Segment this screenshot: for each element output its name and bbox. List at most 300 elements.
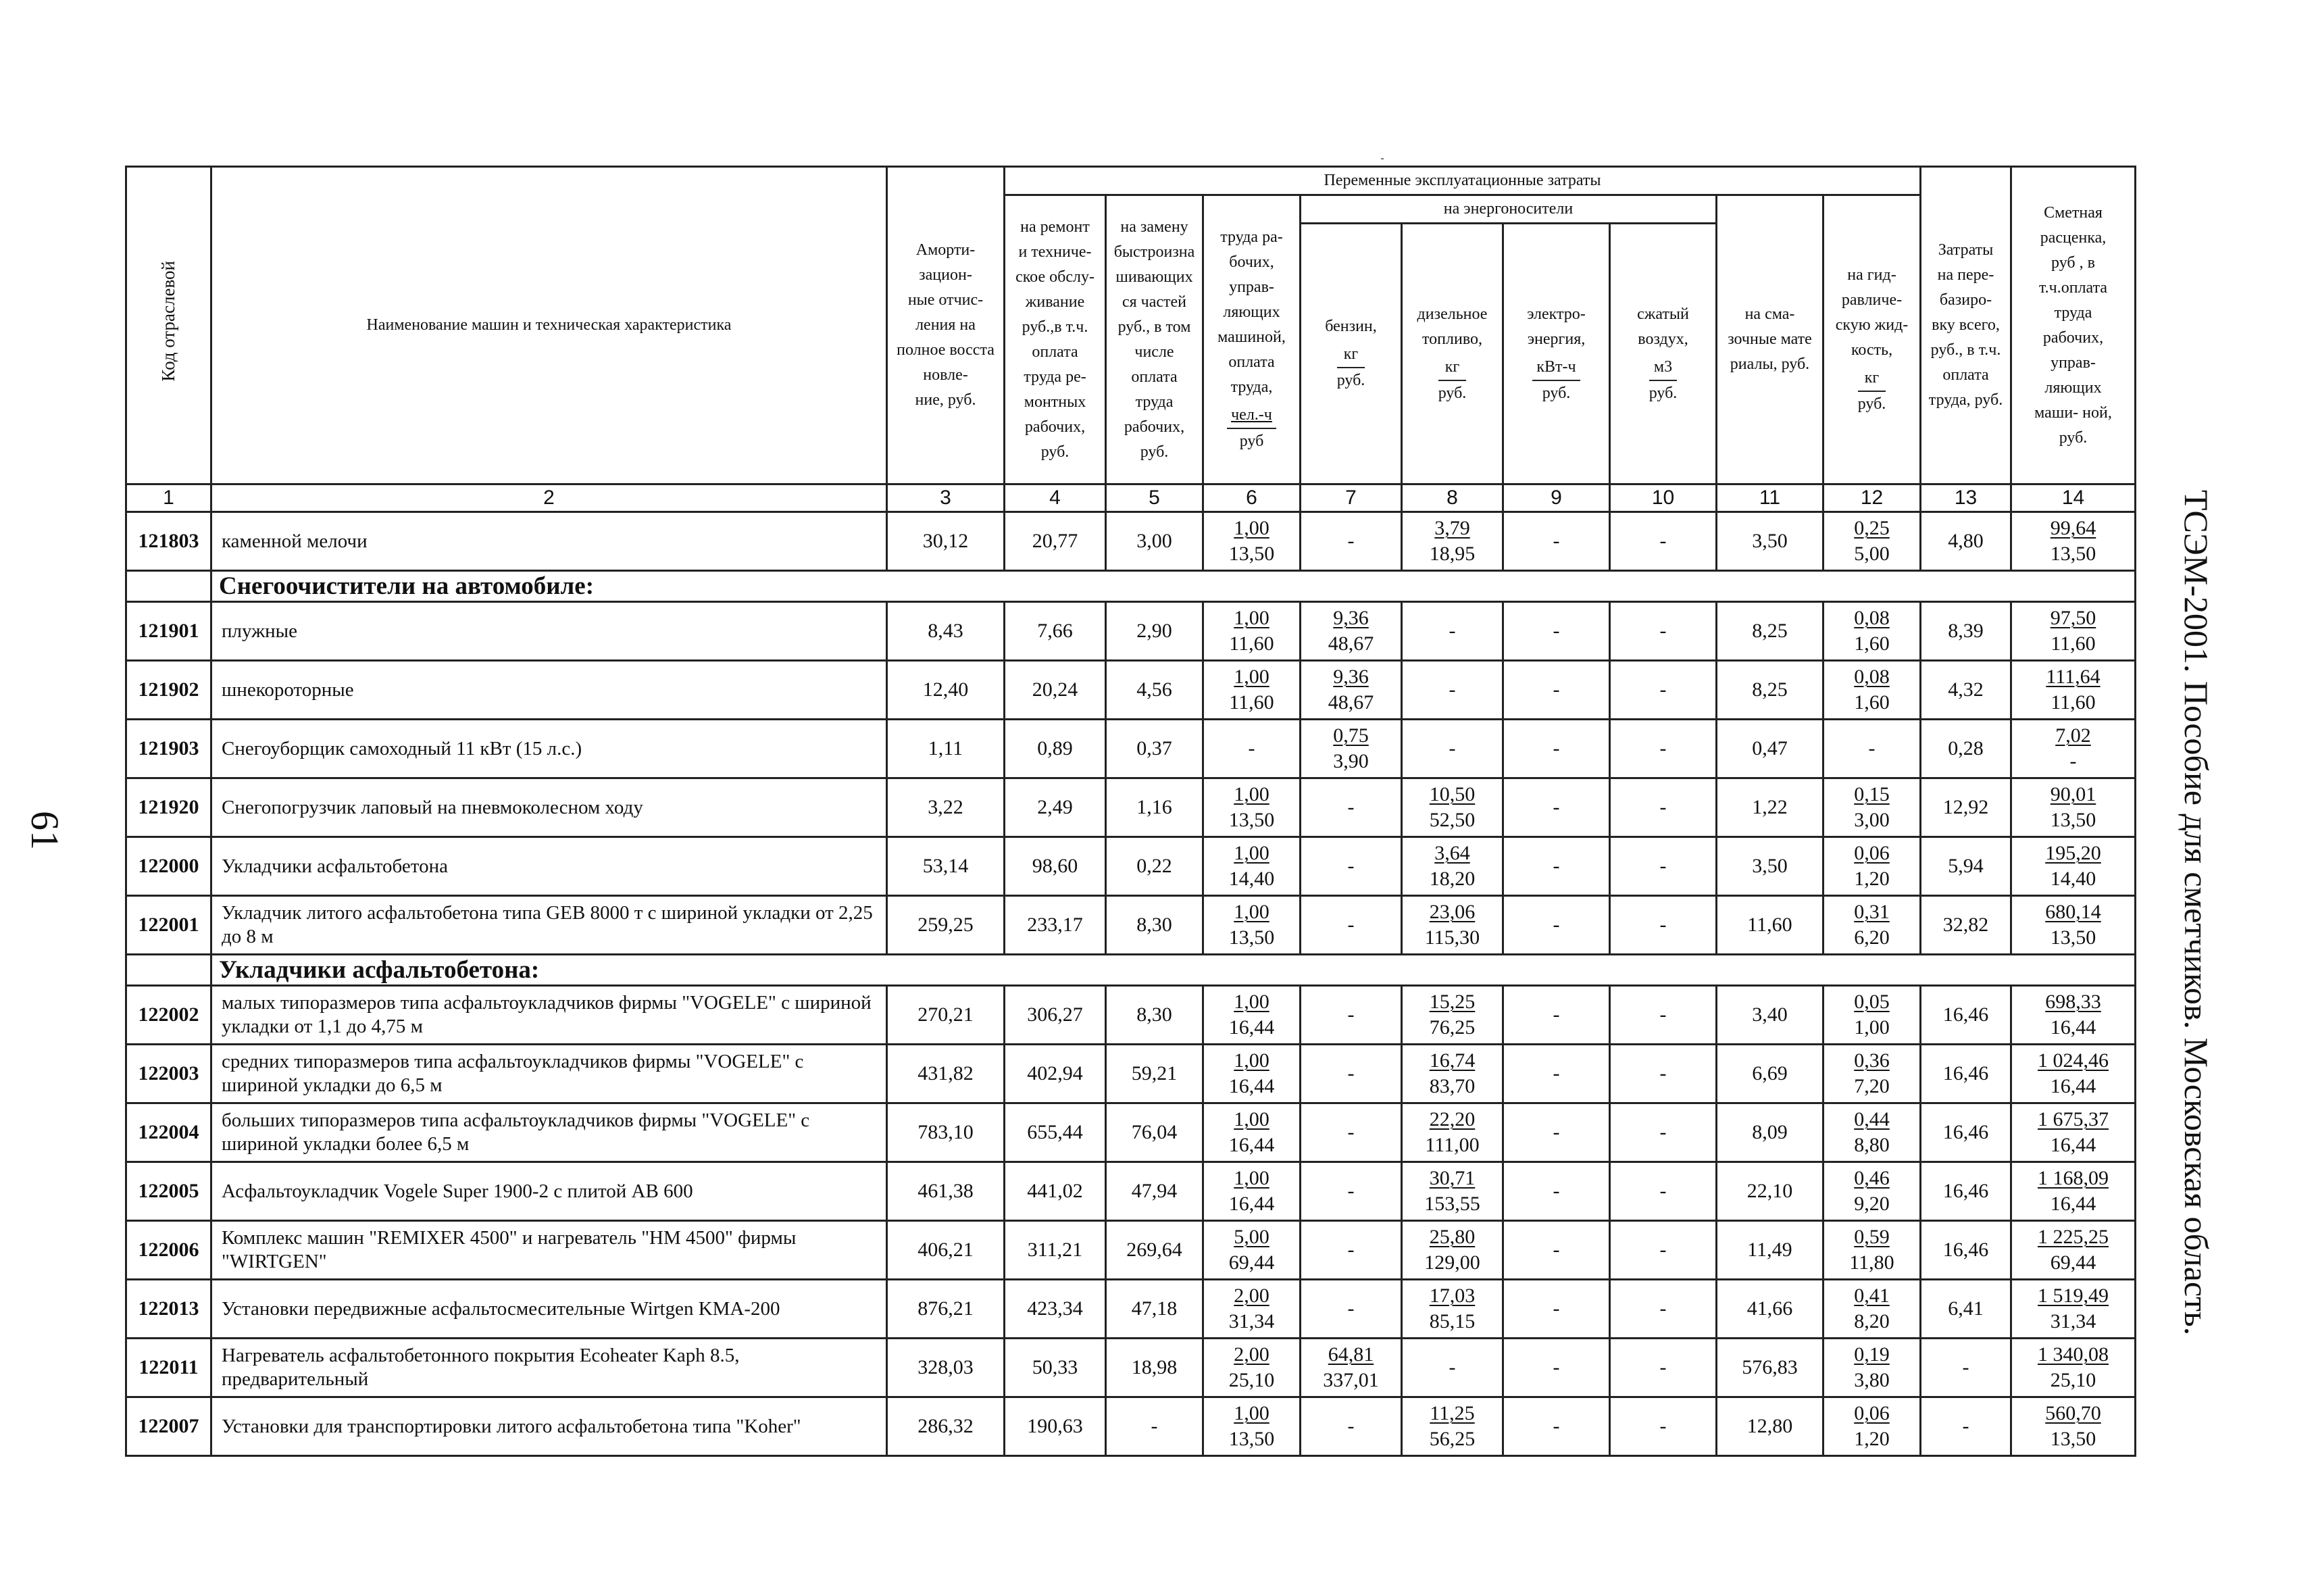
hydro-value: $\frac{0,59}{11,80}$ (1823, 1221, 1921, 1280)
machine-code: 122013 (126, 1280, 211, 1339)
relocation-value: 8,39 (1921, 602, 2011, 661)
table-row (126, 602, 2136, 661)
table-row (126, 720, 2136, 778)
table-row (126, 837, 2136, 896)
electro-value: - (1503, 1339, 1610, 1397)
rate-value: $\frac{1 519,49}{31,34}$ (2011, 1280, 2136, 1339)
labor-value: $\frac{1,00}{16,44}$ (1203, 986, 1301, 1045)
header-line: зацион- (919, 266, 972, 284)
machine-code: 122000 (126, 837, 211, 896)
header-line: Аморти- (915, 241, 976, 259)
rate-value: $\frac{560,70}{13,50}$ (2011, 1397, 2136, 1456)
header-line: рабочих, (1024, 418, 1086, 436)
labor-value: $\frac{5,00}{69,44}$ (1203, 1221, 1301, 1280)
petrol-value: $\frac{9,36}{48,67}$ (1301, 661, 1402, 720)
header-line: рабочих, (1124, 418, 1185, 436)
repair-value: 2,49 (1005, 778, 1106, 837)
machine-name: больших типоразмеров типа асфальтоукладчиков фирмы "VOGELE" с шириной укладки более 6,5 м (211, 1103, 887, 1162)
petrol-value: - (1301, 1221, 1402, 1280)
diesel-value: $\frac{16,74}{83,70}$ (1402, 1045, 1503, 1103)
repair-value: 20,24 (1005, 661, 1106, 720)
header-line: труда, руб. (1928, 391, 2003, 409)
scan-mark (1381, 158, 1384, 159)
hydro-value: $\frac{0,08}{1,60}$ (1823, 661, 1921, 720)
electro-value: - (1503, 1397, 1610, 1456)
machine-name: Комплекс машин "REMIXER 4500" и нагреватель "HM 4500" фирмы "WIRTGEN" (211, 1221, 887, 1280)
petrol-value: - (1301, 512, 1402, 571)
rate-value: $\frac{97,50}{11,60}$ (2011, 602, 2136, 661)
column-number: 2 (211, 484, 887, 512)
header-line: скую жид- (1835, 316, 1909, 334)
machine-code: 122004 (126, 1103, 211, 1162)
section-spacer (126, 955, 211, 986)
amortization-value: 286,32 (887, 1397, 1005, 1456)
header-line: руб.,в т.ч. (1022, 318, 1088, 336)
air-value: - (1610, 661, 1717, 720)
header-line: ское обслу- (1015, 268, 1095, 286)
diesel-value: - (1402, 720, 1503, 778)
hydro-value: $\frac{0,19}{3,80}$ (1823, 1339, 1921, 1397)
hydro-value: $\frac{0,46}{9,20}$ (1823, 1162, 1921, 1221)
machine-name: Снегопогрузчик лаповый на пневмоколесном ходу (211, 778, 887, 837)
petrol-value: - (1301, 896, 1402, 955)
header-relocation (1921, 167, 2011, 484)
replace-value: 18,98 (1106, 1339, 1203, 1397)
petrol-value: - (1301, 837, 1402, 896)
header-line: руб , в (2051, 253, 2095, 272)
header-lube (1717, 195, 1823, 484)
relocation-value: 6,41 (1921, 1280, 2011, 1339)
header-line: дизельное (1417, 305, 1488, 323)
replace-value: 8,30 (1106, 986, 1203, 1045)
air-value: - (1610, 1221, 1717, 1280)
repair-value: 98,60 (1005, 837, 1106, 896)
rate-value: $\frac{7,02}{-}$ (2011, 720, 2136, 778)
header-line: рабочих, (2042, 328, 2104, 347)
diesel-value: $\frac{15,25}{76,25}$ (1402, 986, 1503, 1045)
machine-name: шнекороторные (211, 661, 887, 720)
replace-value: 0,22 (1106, 837, 1203, 896)
rate-value: $\frac{99,64}{13,50}$ (2011, 512, 2136, 571)
table-row (126, 1397, 2136, 1456)
electro-value: - (1503, 1280, 1610, 1339)
header-line: руб., в том (1117, 318, 1191, 336)
header-line: ние, руб. (915, 391, 976, 409)
petrol-value: - (1301, 986, 1402, 1045)
labor-value: $\frac{1,00}{16,44}$ (1203, 1103, 1301, 1162)
petrol-value: $\frac{9,36}{48,67}$ (1301, 602, 1402, 661)
header-line: воздух, (1638, 330, 1688, 348)
hydro-value: $\frac{0,05}{1,00}$ (1823, 986, 1921, 1045)
header-petrol: бензин, кг руб. (1301, 224, 1402, 484)
machine-name: Укладчик литого асфальтобетона типа GEB 8000 т с шириной укладки от 2,25 до 8 м (211, 896, 887, 955)
labor-value: $\frac{1,00}{13,50}$ (1203, 1397, 1301, 1456)
electro-value: - (1503, 778, 1610, 837)
relocation-value: - (1921, 1339, 2011, 1397)
repair-value: 7,66 (1005, 602, 1106, 661)
labor-value: $\frac{2,00}{31,34}$ (1203, 1280, 1301, 1339)
hydro-value: $\frac{0,06}{1,20}$ (1823, 837, 1921, 896)
lube-value: 576,83 (1717, 1339, 1823, 1397)
replace-value: 269,64 (1106, 1221, 1203, 1280)
electro-value: - (1503, 512, 1610, 571)
header-line: расценка, (2040, 228, 2107, 247)
column-number: 10 (1610, 484, 1717, 512)
air-value: - (1610, 1280, 1717, 1339)
column-number: 12 (1823, 484, 1921, 512)
rate-value: $\frac{1 168,09}{16,44}$ (2011, 1162, 2136, 1221)
table-row (126, 512, 2136, 571)
machine-name: плужные (211, 602, 887, 661)
table-row (126, 896, 2136, 955)
header-line: риалы, руб. (1730, 355, 1810, 373)
amortization-value: 53,14 (887, 837, 1005, 896)
header-line: Сметная (2044, 203, 2103, 222)
relocation-value: 16,46 (1921, 986, 2011, 1045)
diesel-value: - (1402, 1339, 1503, 1397)
hydro-value: $\frac{0,08}{1,60}$ (1823, 602, 1921, 661)
header-line: руб., в т.ч. (1930, 341, 2001, 359)
header-line: ся частей (1122, 293, 1187, 311)
rate-value: $\frac{111,64}{11,60}$ (2011, 661, 2136, 720)
machine-code: 121803 (126, 512, 211, 571)
header-line: руб. (1040, 443, 1070, 461)
header-line: вку всего, (1932, 316, 2000, 334)
repair-value: 423,34 (1005, 1280, 1106, 1339)
lube-value: 22,10 (1717, 1162, 1823, 1221)
replace-value: 76,04 (1106, 1103, 1203, 1162)
labor-value: $\frac{1,00}{11,60}$ (1203, 602, 1301, 661)
header-variable-costs: Переменные эксплуатационные затраты (1005, 167, 1921, 195)
diesel-value: $\frac{23,06}{115,30}$ (1402, 896, 1503, 955)
replace-value: 2,90 (1106, 602, 1203, 661)
header-line: труда ре- (1024, 368, 1086, 386)
amortization-value: 259,25 (887, 896, 1005, 955)
replace-value: 0,37 (1106, 720, 1203, 778)
air-value: - (1610, 986, 1717, 1045)
hydro-value: $\frac{0,06}{1,20}$ (1823, 1397, 1921, 1456)
air-value: - (1610, 896, 1717, 955)
section-title: Снегоочистители на автомобиле: (211, 571, 2136, 602)
amortization-value: 876,21 (887, 1280, 1005, 1339)
hydro-value: $\frac{0,15}{3,00}$ (1823, 778, 1921, 837)
header-line: оплата (1228, 353, 1275, 371)
electro-value: - (1503, 720, 1610, 778)
header-line: зочные мате (1728, 330, 1812, 348)
header-line: машиной, (1217, 328, 1286, 346)
diesel-value: $\frac{3,79}{18,95}$ (1402, 512, 1503, 571)
air-value: - (1610, 512, 1717, 571)
hydro-value: $\frac{0,44}{8,80}$ (1823, 1103, 1921, 1162)
diesel-value: $\frac{11,25}{56,25}$ (1402, 1397, 1503, 1456)
header-line: труда ра- (1220, 228, 1283, 246)
hydro-value: $\frac{0,41}{8,20}$ (1823, 1280, 1921, 1339)
repair-value: 0,89 (1005, 720, 1106, 778)
machine-code: 122007 (126, 1397, 211, 1456)
labor-value: $\frac{1,00}{14,40}$ (1203, 837, 1301, 896)
lube-value: 3,50 (1717, 512, 1823, 571)
header-line: труда (2054, 303, 2092, 322)
header-line: ления на (915, 316, 976, 334)
header-repair (1005, 195, 1106, 484)
header-line: полное восста (897, 341, 995, 359)
column-number: 7 (1301, 484, 1402, 512)
lube-value: 41,66 (1717, 1280, 1823, 1339)
table-row (126, 1339, 2136, 1397)
relocation-value: 32,82 (1921, 896, 2011, 955)
section-title: Укладчики асфальтобетона: (211, 955, 2136, 986)
petrol-value: - (1301, 1162, 1402, 1221)
air-value: - (1610, 720, 1717, 778)
diesel-value: - (1402, 602, 1503, 661)
header-hydro: на гид- равличе- скую жид- кость, кг руб. (1823, 195, 1921, 484)
labor-value: $\frac{1,00}{16,44}$ (1203, 1162, 1301, 1221)
replace-value: 8,30 (1106, 896, 1203, 955)
section-spacer (126, 571, 211, 602)
column-number: 8 (1402, 484, 1503, 512)
replace-value: 59,21 (1106, 1045, 1203, 1103)
amortization-value: 406,21 (887, 1221, 1005, 1280)
relocation-value: 5,94 (1921, 837, 2011, 896)
amortization-value: 8,43 (887, 602, 1005, 661)
petrol-value: - (1301, 1045, 1402, 1103)
machine-name: средних типоразмеров типа асфальтоукладчиков фирмы "VOGELE" с шириной укладки до 6,5 м (211, 1045, 887, 1103)
header-electro: электро- энергия, кВт-ч руб. (1503, 224, 1610, 484)
machine-code: 122005 (126, 1162, 211, 1221)
header-line: т.ч.оплата (2038, 278, 2108, 297)
relocation-value: 12,92 (1921, 778, 2011, 837)
header-line: топливо, (1422, 330, 1482, 348)
hydro-value: $\frac{0,25}{5,00}$ (1823, 512, 1921, 571)
amortization-value: 431,82 (887, 1045, 1005, 1103)
machine-name: Укладчики асфальтобетона (211, 837, 887, 896)
machine-code: 121902 (126, 661, 211, 720)
machine-name: Установки передвижные асфальтосмесительные Wirtgen KMA-200 (211, 1280, 887, 1339)
header-diesel: дизельное топливо, кг руб. (1402, 224, 1503, 484)
machine-code: 121903 (126, 720, 211, 778)
repair-value: 233,17 (1005, 896, 1106, 955)
relocation-value: 0,28 (1921, 720, 2011, 778)
column-number: 1 (126, 484, 211, 512)
diesel-value: $\frac{10,50}{52,50}$ (1402, 778, 1503, 837)
air-value: - (1610, 1103, 1717, 1162)
petrol-value: $\frac{0,75}{3,90}$ (1301, 720, 1402, 778)
petrol-value: - (1301, 1103, 1402, 1162)
amortization-value: 270,21 (887, 986, 1005, 1045)
header-line: оплата (1131, 368, 1178, 386)
header-line: Затраты (1938, 241, 1994, 259)
rate-value: $\frac{90,01}{13,50}$ (2011, 778, 2136, 837)
petrol-value: - (1301, 778, 1402, 837)
column-number: 4 (1005, 484, 1106, 512)
air-value: - (1610, 602, 1717, 661)
lube-value: 6,69 (1717, 1045, 1823, 1103)
header-line: монтных (1024, 393, 1086, 411)
diesel-value: $\frac{22,20}{111,00}$ (1402, 1103, 1503, 1162)
diesel-value: $\frac{25,80}{129,00}$ (1402, 1221, 1503, 1280)
electro-value: - (1503, 1162, 1610, 1221)
diesel-value: $\frac{30,71}{153,55}$ (1402, 1162, 1503, 1221)
replace-value: 47,18 (1106, 1280, 1203, 1339)
column-number: 6 (1203, 484, 1301, 512)
column-number: 11 (1717, 484, 1823, 512)
header-name: Наименование машин и техническая характеристика (211, 167, 887, 484)
amortization-value: 328,03 (887, 1339, 1005, 1397)
header-code: Код отраслевой (126, 167, 211, 484)
lube-value: 1,22 (1717, 778, 1823, 837)
header-line: труда (1135, 393, 1174, 411)
header-line: оплата (1032, 343, 1078, 361)
header-line: оплата (1942, 366, 1989, 384)
header-line: управ- (1229, 278, 1274, 296)
machine-name: Установки для транспортировки литого асфальтобетона типа "Koher" (211, 1397, 887, 1456)
amortization-value: 3,22 (887, 778, 1005, 837)
rate-value: $\frac{1 340,08}{25,10}$ (2011, 1339, 2136, 1397)
machine-name: каменной мелочи (211, 512, 887, 571)
header-line: руб. (1140, 443, 1169, 461)
lube-value: 8,25 (1717, 661, 1823, 720)
machine-code: 122006 (126, 1221, 211, 1280)
column-numbers-row (126, 484, 2136, 512)
air-value: - (1610, 778, 1717, 837)
table-row (126, 1103, 2136, 1162)
header-amortization (887, 167, 1005, 484)
labor-value: $\frac{2,00}{25,10}$ (1203, 1339, 1301, 1397)
air-value: - (1610, 837, 1717, 896)
lube-value: 11,60 (1717, 896, 1823, 955)
machine-code: 122003 (126, 1045, 211, 1103)
section-row (126, 955, 2136, 986)
header-line: числе (1134, 343, 1174, 361)
table-row (126, 778, 2136, 837)
header-air: сжатый воздух, м3 руб. (1610, 224, 1717, 484)
air-value: - (1610, 1045, 1717, 1103)
column-number: 5 (1106, 484, 1203, 512)
machine-code: 122002 (126, 986, 211, 1045)
electro-value: - (1503, 1103, 1610, 1162)
lube-value: 3,40 (1717, 986, 1823, 1045)
rate-value: $\frac{195,20}{14,40}$ (2011, 837, 2136, 896)
replace-value: 4,56 (1106, 661, 1203, 720)
diesel-value: $\frac{17,03}{85,15}$ (1402, 1280, 1503, 1339)
repair-value: 20,77 (1005, 512, 1106, 571)
header-line: кость, (1851, 341, 1893, 359)
header-line: на пере- (1937, 266, 1994, 284)
header-line: на сма- (1744, 305, 1795, 323)
header-line: электро- (1527, 305, 1586, 323)
labor-value: $\frac{1,00}{16,44}$ (1203, 1045, 1301, 1103)
diesel-value: - (1402, 661, 1503, 720)
relocation-value: 16,46 (1921, 1045, 2011, 1103)
rates-table-container (125, 166, 2136, 1457)
rate-value: $\frac{680,14}{13,50}$ (2011, 896, 2136, 955)
labor-value: - (1203, 720, 1301, 778)
relocation-value: 16,46 (1921, 1103, 2011, 1162)
repair-value: 655,44 (1005, 1103, 1106, 1162)
table-row (126, 1045, 2136, 1103)
repair-value: 402,94 (1005, 1045, 1106, 1103)
machine-code: 121920 (126, 778, 211, 837)
header-line: быстроизна (1113, 243, 1195, 261)
repair-value: 50,33 (1005, 1339, 1106, 1397)
rate-value: $\frac{1 675,37}{16,44}$ (2011, 1103, 2136, 1162)
rate-value: $\frac{1 024,46}{16,44}$ (2011, 1045, 2136, 1103)
header-line: шивающих (1115, 268, 1193, 286)
electro-value: - (1503, 1045, 1610, 1103)
lube-value: 8,25 (1717, 602, 1823, 661)
header-line: бочих, (1229, 253, 1274, 271)
page-number: 61 (23, 811, 67, 850)
header-line: руб. (2059, 428, 2088, 447)
amortization-value: 1,11 (887, 720, 1005, 778)
electro-value: - (1503, 602, 1610, 661)
electro-value: - (1503, 837, 1610, 896)
petrol-value: - (1301, 1397, 1402, 1456)
replace-value: 1,16 (1106, 778, 1203, 837)
machine-name: Нагреватель асфальтобетонного покрытия Ecoheater Kaph 8.5, предварительный (211, 1339, 887, 1397)
header-line: живание (1025, 293, 1085, 311)
amortization-value: 12,40 (887, 661, 1005, 720)
header-line: на ремонт (1020, 218, 1090, 236)
header-line: сжатый (1637, 305, 1689, 323)
replace-value: 47,94 (1106, 1162, 1203, 1221)
hydro-value: $\frac{0,36}{7,20}$ (1823, 1045, 1921, 1103)
column-number: 3 (887, 484, 1005, 512)
column-number: 14 (2011, 484, 2136, 512)
petrol-value: $\frac{64,81}{337,01}$ (1301, 1339, 1402, 1397)
header-rate (2011, 167, 2136, 484)
amortization-value: 783,10 (887, 1103, 1005, 1162)
header-line: базиро- (1939, 291, 1992, 309)
repair-value: 441,02 (1005, 1162, 1106, 1221)
relocation-value: 16,46 (1921, 1221, 2011, 1280)
hydro-value: $\frac{0,31}{6,20}$ (1823, 896, 1921, 955)
labor-value: $\frac{1,00}{13,50}$ (1203, 896, 1301, 955)
header-line: равличе- (1841, 291, 1903, 309)
machine-name: Снегоуборщик самоходный 11 кВт (15 л.с.) (211, 720, 887, 778)
header-line: труда, (1230, 378, 1273, 396)
repair-value: 311,21 (1005, 1221, 1106, 1280)
column-number: 13 (1921, 484, 2011, 512)
lube-value: 11,49 (1717, 1221, 1823, 1280)
rate-value: $\frac{698,33}{16,44}$ (2011, 986, 2136, 1045)
diesel-value: $\frac{3,64}{18,20}$ (1402, 837, 1503, 896)
relocation-value: 4,80 (1921, 512, 2011, 571)
column-number: 9 (1503, 484, 1610, 512)
air-value: - (1610, 1162, 1717, 1221)
repair-value: 190,63 (1005, 1397, 1106, 1456)
labor-value: $\frac{1,00}{13,50}$ (1203, 512, 1301, 571)
relocation-value: 4,32 (1921, 661, 2011, 720)
header-line: на замену (1120, 218, 1188, 236)
section-row (126, 571, 2136, 602)
air-value: - (1610, 1397, 1717, 1456)
replace-value: - (1106, 1397, 1203, 1456)
repair-value: 306,27 (1005, 986, 1106, 1045)
machine-name: Асфальтоукладчик Vogele Super 1900-2 с плитой АВ 600 (211, 1162, 887, 1221)
electro-value: - (1503, 986, 1610, 1045)
table-row (126, 1162, 2136, 1221)
table-row (126, 661, 2136, 720)
machine-name: малых типоразмеров типа асфальтоукладчиков фирмы "VOGELE" с шириной укладки от 1,1 до 4,75 м (211, 986, 887, 1045)
electro-value: - (1503, 661, 1610, 720)
header-line: управ- (2051, 353, 2096, 372)
amortization-value: 30,12 (887, 512, 1005, 571)
side-caption: ТСЭМ-2001. Пособие для сметчиков. Московская область. (2178, 490, 2215, 1336)
header-line: новле- (923, 366, 968, 384)
amortization-value: 461,38 (887, 1162, 1005, 1221)
header-line: ляющих (1223, 303, 1280, 321)
